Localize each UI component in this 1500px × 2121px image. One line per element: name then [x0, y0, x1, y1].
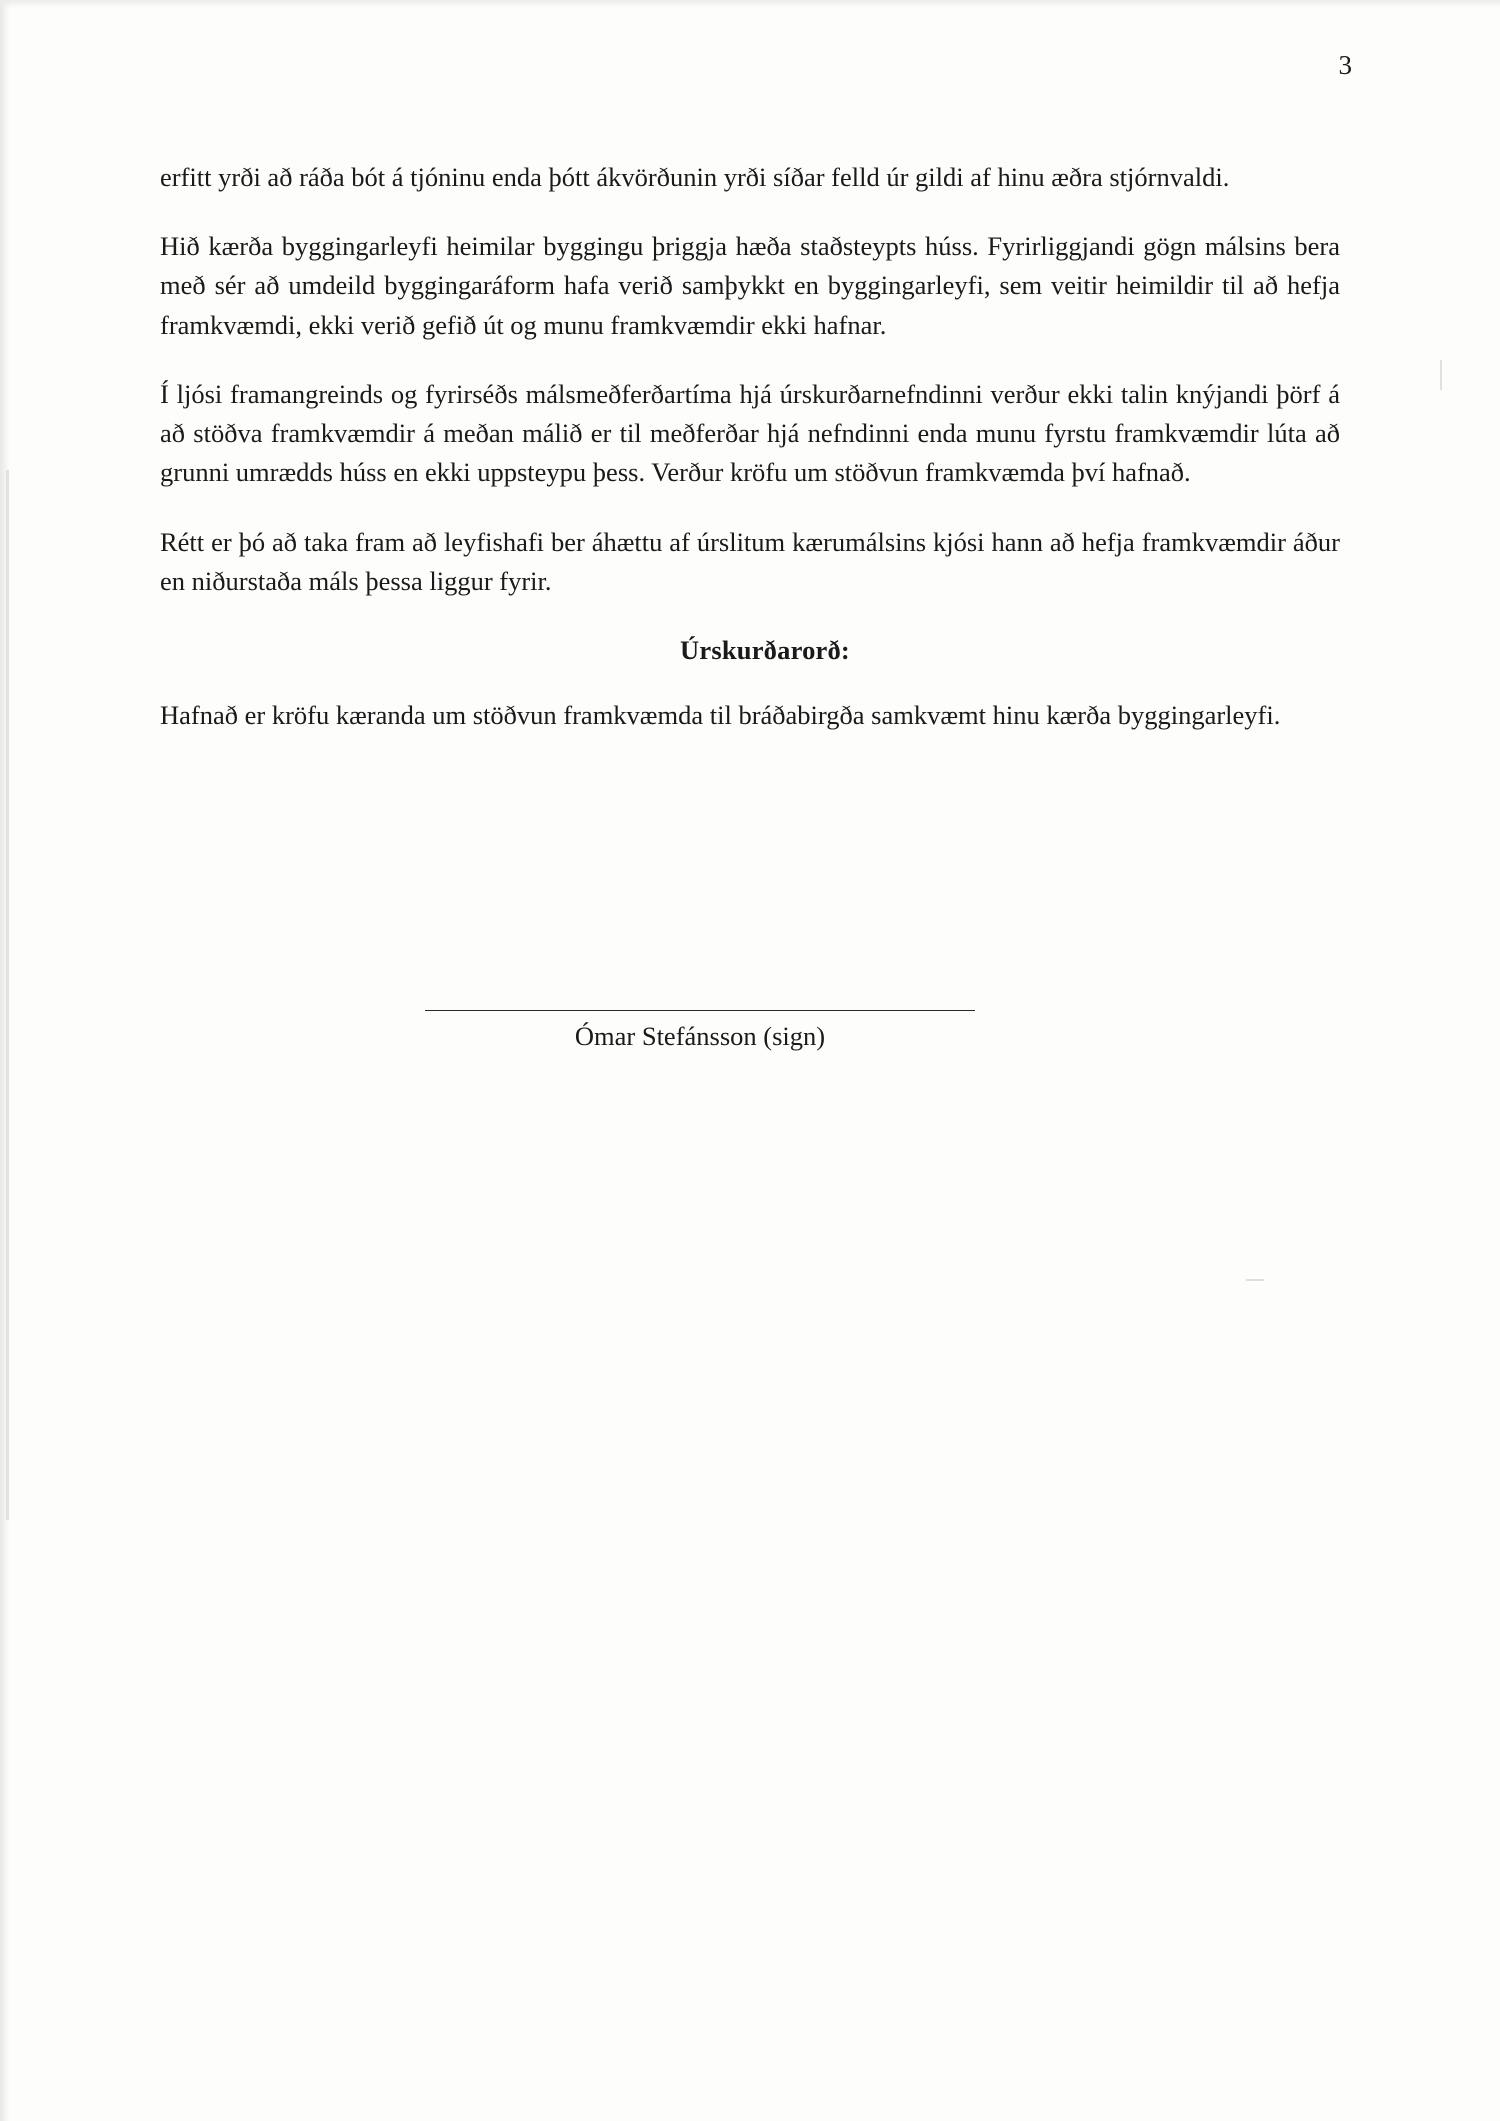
paragraph-spacer — [160, 493, 1340, 523]
ruling-heading: Úrskurðarorð: — [680, 634, 850, 665]
scan-artifact — [6, 470, 9, 1520]
paragraph-3: Í ljósi framangreinds og fyrirséðs málsmeðferðartíma hjá úrskurðarnefndinni verður ekki talin knýjandi þörf á að stöðva framkvæmdir á meðan málið er til meðferðar hjá nefndinni enda munu fyrstu framkvæmdir lúta að grunni umrædds húss en ekki uppsteypu þess. Verður kröfu um stöðvun framkvæmda því hafnað. — [160, 378, 1340, 488]
paragraph-2: Hið kærða byggingarleyfi heimilar byggingu þriggja hæða staðsteypts húss. Fyrirliggjandi gögn málsins bera með sér að umdeild byggingaráform hafa verið samþykkt en byggingarleyfi, sem veitir heimildir til að hefja framkvæmdi, ekki verið gefið út og munu framkvæmdir ekki hafnar. — [160, 231, 1340, 340]
paragraph-spacer — [160, 666, 1340, 696]
signature-line — [425, 1010, 975, 1011]
paragraph-spacer — [160, 345, 1340, 375]
document-body — [160, 158, 1340, 735]
paragraph-spacer — [160, 197, 1340, 227]
signature-block — [160, 1010, 1340, 1052]
ruling-text: Hafnað er kröfu kæranda um stöðvun framkvæmda til bráðabirgða samkvæmt hinu kærða byggingarleyfi. — [160, 699, 1281, 730]
scan-artifact — [1440, 360, 1442, 390]
paragraph-4: Rétt er þó að taka fram að leyfishafi ber áhættu af úrslitum kærumálsins kjósi hann að hefja framkvæmdir áður en niðurstaða máls þessa liggur fyrir. — [160, 526, 1340, 596]
scan-artifact — [1246, 1279, 1264, 1281]
page-number: 3 — [1338, 50, 1352, 80]
paragraph-1: erfitt yrði að ráða bót á tjóninu enda þótt ákvörðunin yrði síðar felld úr gildi af hinu æðra stjórnvaldi. — [160, 162, 1230, 192]
paragraph-spacer — [160, 601, 1340, 635]
scan-edge-shadow-top — [0, 0, 1500, 8]
signature-name: Ómar Stefánsson (sign) — [574, 1021, 826, 1051]
